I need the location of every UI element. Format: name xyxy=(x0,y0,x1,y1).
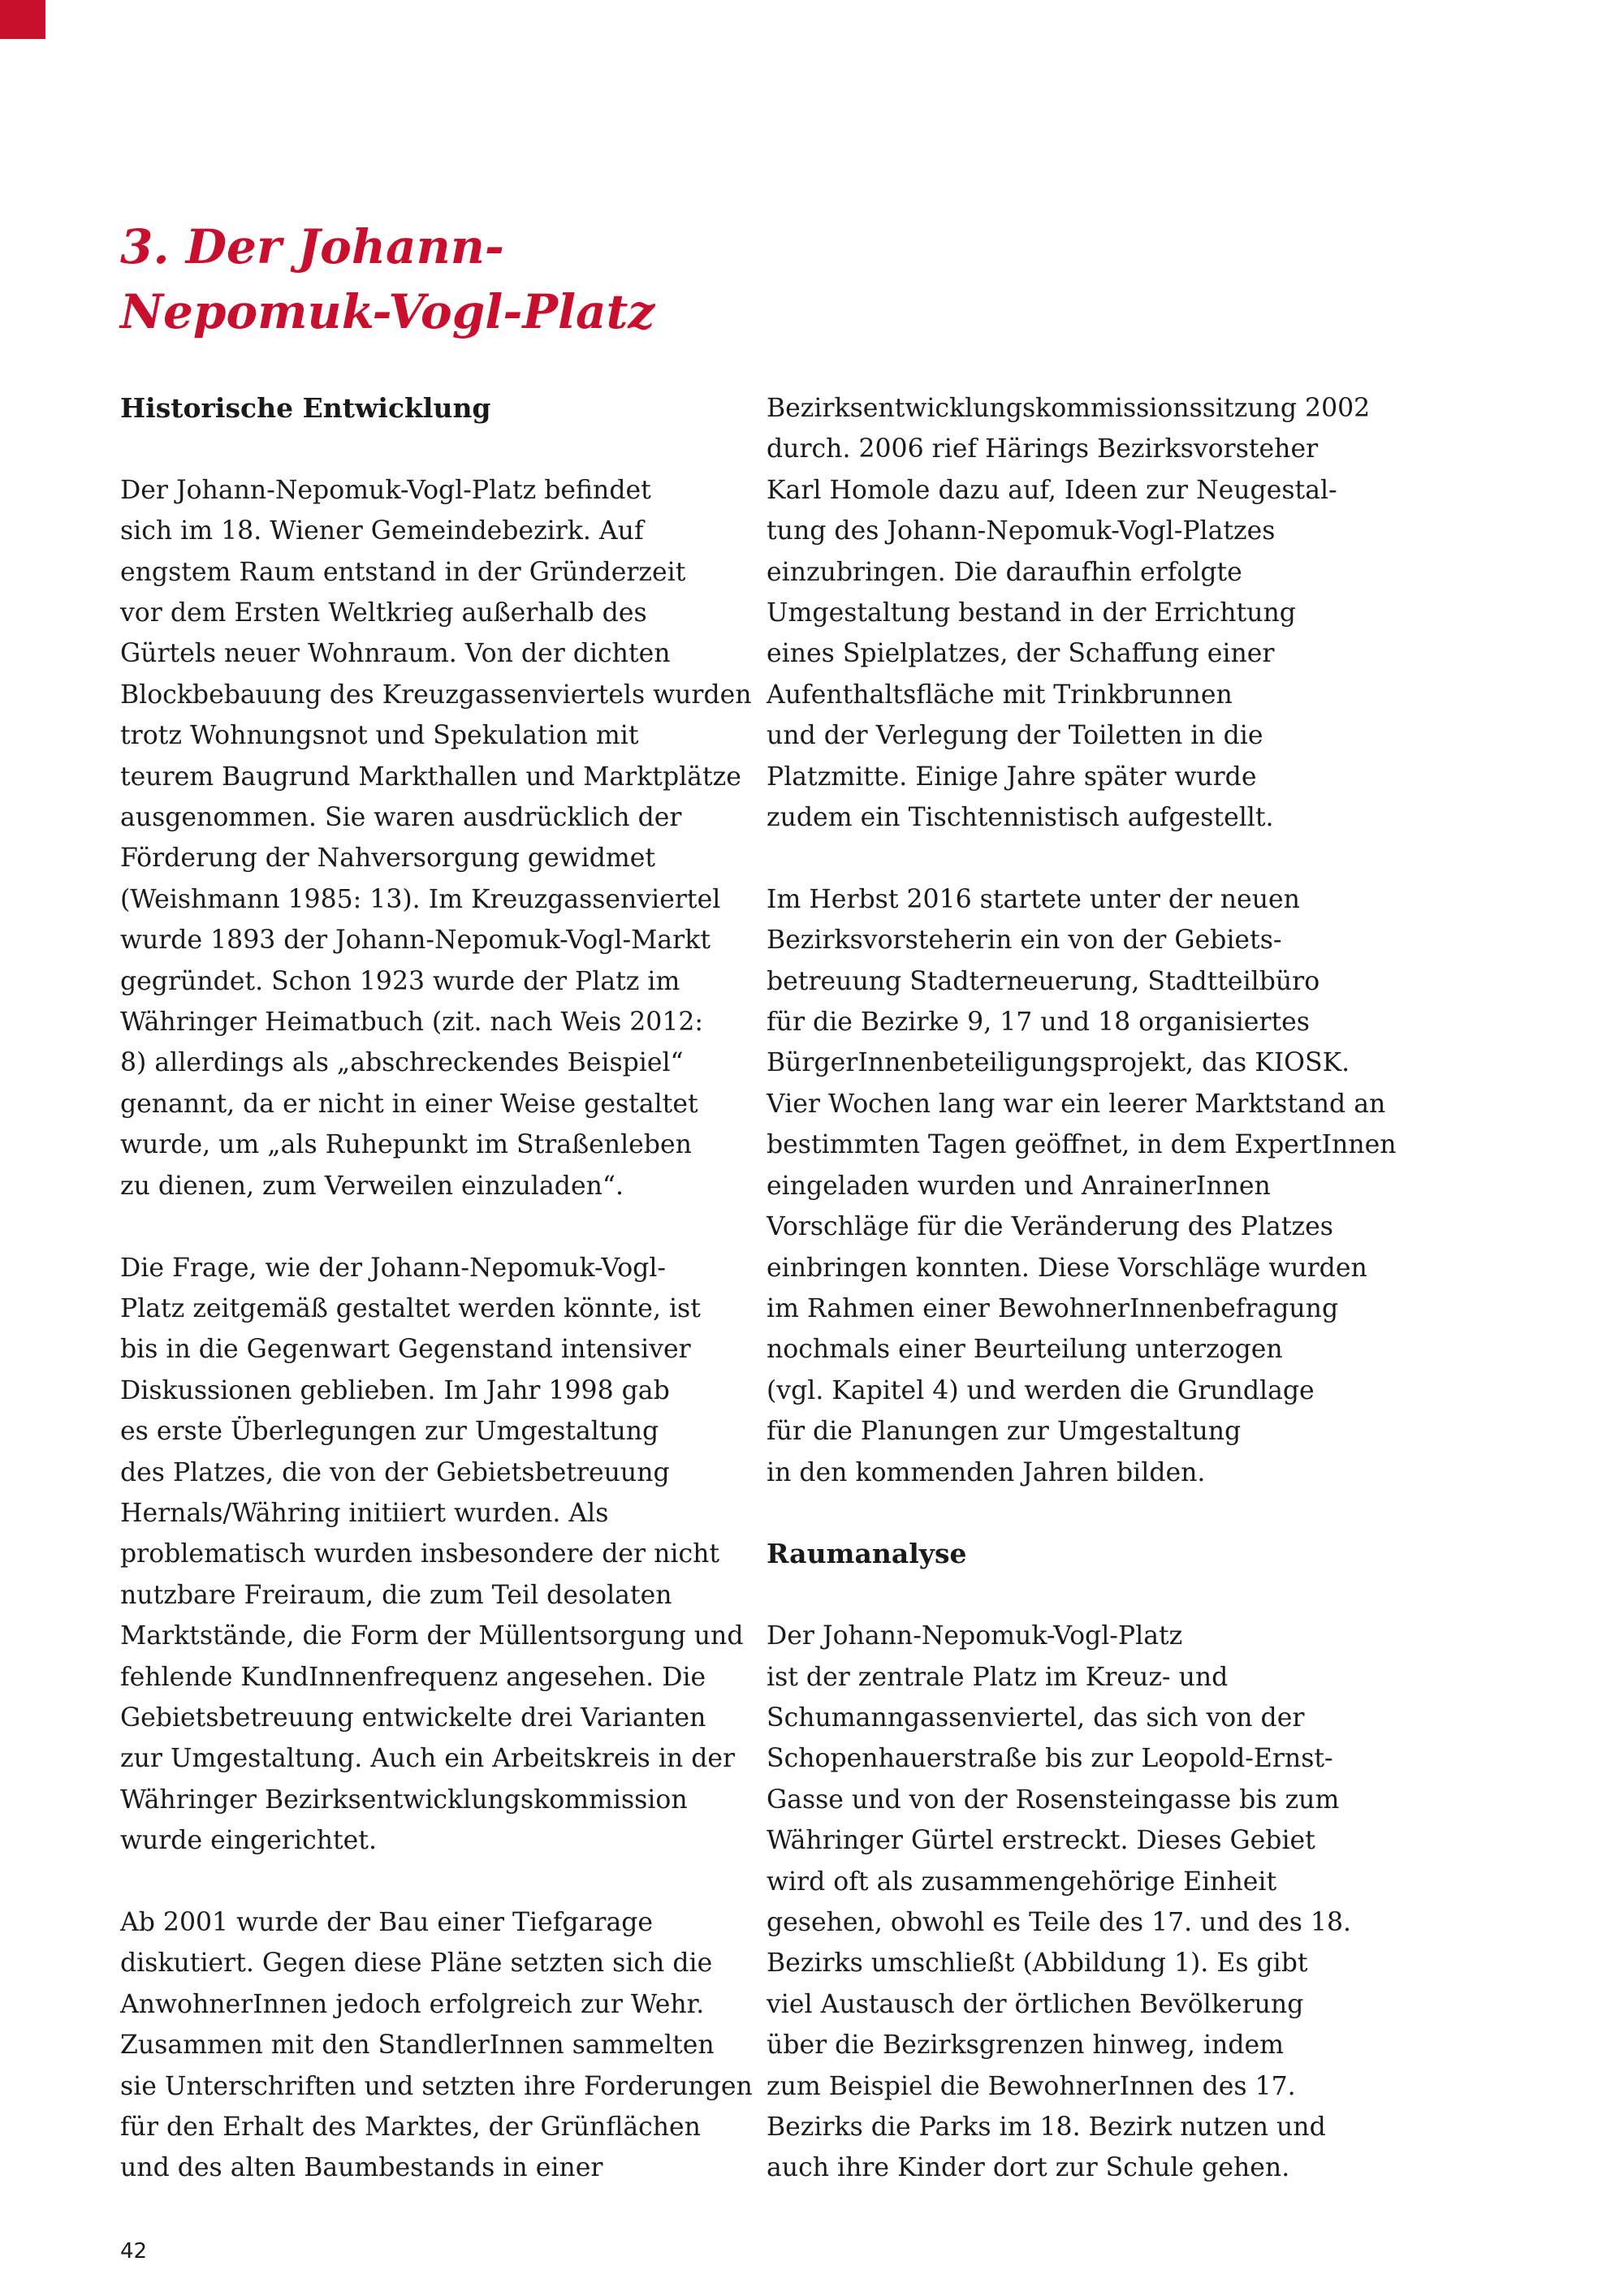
paragraph: Im Herbst 2016 startete unter der neuen Bezirksvorsteherin ein von der Gebiets- betreuung Stadterneuerung, Stadtteilbüro für die Bezirke 9, 17 und 18 organisiertes BürgerInnenbeteiligungsprojekt, das KIOSK. Vier Wochen lang war ein leerer Marktstand an bestimmten Tagen geöffnet, in dem ExpertInnen eingeladen wurden und AnrainerInnen Vorschläge für die Veränderung des Platzes einbringen konnten. Diese Vorschläge wurden im Rahmen einer BewohnerInnenbefragung nochmals einer Beurteilung unterzogen (vgl. Kapitel 4) und werden die Grundlage für die Planungen zur Umgestaltung in den kommenden Jahren bilden. xyxy=(767,884,1397,1487)
section-heading-historische-entwicklung: Historische Entwicklung xyxy=(120,392,491,424)
chapter-title xyxy=(120,214,786,344)
paragraph: Die Frage, wie der Johann-Nepomuk-Vogl- Platz zeitgemäß gestaltet werden könnte, ist bis in die Gegenwart Gegenstand intensiver Diskussionen geblieben. Im Jahr 1998 gab es erste Überlegungen zur Umgestaltung des Platzes, die von der Gebietsbetreuung Hernals/Währing initiiert wurden. Als problematisch wurden insbesondere der nicht nutzbare Freiraum, die zum Teil desolaten Marktstände, die Form der Müllentsorgung und fehlende KundInnenfrequenz angesehen. Die Gebietsbetreuung entwickelte drei Varianten zur Umgestaltung. Auch ein Arbeitskreis in der Währinger Bezirksentwicklungskommission wurde eingerichtet. xyxy=(120,1253,744,1856)
chapter-title-line-2: Nepomuk-Vogl-Platz xyxy=(120,284,655,339)
corner-accent-mark xyxy=(0,0,45,39)
paragraph: Der Johann-Nepomuk-Vogl-Platz befindet sich im 18. Wiener Gemeindebezirk. Auf engstem Raum entstand in der Gründerzeit vor dem Ersten Weltkrieg außerhalb des Gürtels neuer Wohnraum. Von der dichten Blockbebauung des Kreuzgassenviertels wurden trotz Wohnungsnot und Spekulation mit teurem Baugrund Markthallen und Marktplätze ausgenommen. Sie waren ausdrücklich der Förderung der Nahversorgung gewidmet (Weishmann 1985: 13). Im Kreuzgassenviertel wurde 1893 der Johann-Nepomuk-Vogl-Markt gegründet. Schon 1923 wurde der Platz im Währinger Heimatbuch (zit. nach Weis 2012: 8) allerdings als „abschreckendes Beispiel“ genannt, da er nicht in einer Weise gestaltet wurde, um „als Ruhepunkt im Straßenleben zu dienen, zum Verweilen einzuladen“. xyxy=(120,475,752,1201)
paragraph: Ab 2001 wurde der Bau einer Tiefgarage diskutiert. Gegen diese Pläne setzten sich die AnwohnerInnen jedoch erfolgreich zur Wehr. Zusammen mit den StandlerInnen sammelten sie Unterschriften und setzten ihre Forderungen für den Erhalt des Marktes, der Grünflächen und des alten Baumbestands in einer xyxy=(120,1907,753,2183)
chapter-title-line-1: 3. Der Johann- xyxy=(120,219,504,274)
paragraph: Der Johann-Nepomuk-Vogl-Platz ist der zentrale Platz im Kreuz- und Schumanngassenviertel, das sich von der Schopenhauerstraße bis zur Leopold-Ernst- Gasse und von der Rosensteingasse bis zum Währinger Gürtel erstreckt. Dieses Gebiet wird oft als zusammengehörige Einheit gesehen, obwohl es Teile des 17. und des 18. Bezirks umschließt (Abbildung 1). Es gibt viel Austausch der örtlichen Bevölkerung über die Bezirksgrenzen hinweg, indem zum Beispiel die BewohnerInnen des 17. Bezirks die Parks im 18. Bezirk nutzen und auch ihre Kinder dort zur Schule gehen. xyxy=(767,1621,1352,2183)
page-number: 42 xyxy=(120,2239,148,2264)
left-column xyxy=(120,388,754,2189)
right-column xyxy=(767,388,1400,2189)
paragraph: Bezirksentwicklungskommissionssitzung 2002 durch. 2006 rief Härings Bezirksvorsteher Karl Homole dazu auf, Ideen zur Neugestal- tung des Johann-Nepomuk-Vogl-Platzes einzubringen. Die daraufhin erfolgte Umgestaltung bestand in der Errichtung eines Spielplatzes, der Schaffung einer Aufenthaltsfläche mit Trinkbrunnen und der Verlegung der Toiletten in die Platzmitte. Einige Jahre später wurde zudem ein Tischtennistisch aufgestellt. xyxy=(767,394,1371,833)
section-heading-raumanalyse: Raumanalyse xyxy=(767,1538,967,1570)
